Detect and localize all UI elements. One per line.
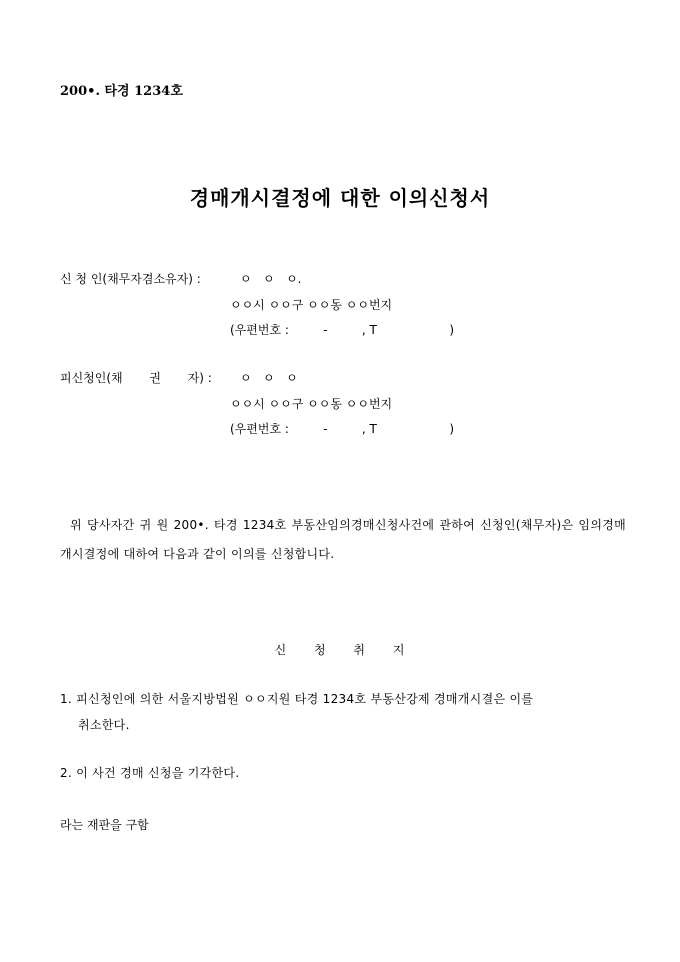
applicant-address: ㅇㅇ시 ㅇㅇ구 ㅇㅇ동 ㅇㅇ번지 (230, 298, 393, 312)
respondent-label: 피신청인(채 권 자) : (60, 371, 212, 385)
section-title: 신 청 취 지 (274, 643, 406, 657)
applicant-postal: (우편번호 : - , T ) (230, 323, 455, 337)
respondent-name: ㅇ ㅇ ㅇ (240, 371, 298, 385)
applicant-label: 신 청 인(채무자겸소유자) : (60, 272, 201, 286)
body-paragraph: 위 당사자간 귀 원 200•. 타경 1234호 부동산임의경매신청사건에 관하여 신청인(채무자)은 임의경매개시결정에 대하여 다음과 같이 이의를 신청합니다. (60, 518, 626, 561)
item-1-line1: 1. 피신청인에 의한 서울지방법원 ㅇㅇ지원 타경 1234호 부동산강제 경매개시결은 이를 (60, 692, 534, 706)
applicant-name: ㅇ ㅇ ㅇ. (240, 272, 302, 286)
case-number: 200•. 타경 1234호 (60, 84, 183, 99)
closing-text: 라는 재판을 구함 (60, 818, 149, 832)
item-1-line2: 취소한다. (78, 718, 130, 732)
respondent-postal: (우편번호 : - , T ) (230, 422, 455, 436)
item-2-line1: 2. 이 사건 경매 신청을 기각한다. (60, 766, 240, 780)
document-title: 경매개시결정에 대한 이의신청서 (189, 186, 491, 210)
respondent-address: ㅇㅇ시 ㅇㅇ구 ㅇㅇ동 ㅇㅇ번지 (230, 397, 393, 411)
list-item (60, 760, 626, 786)
list-item (60, 686, 626, 738)
